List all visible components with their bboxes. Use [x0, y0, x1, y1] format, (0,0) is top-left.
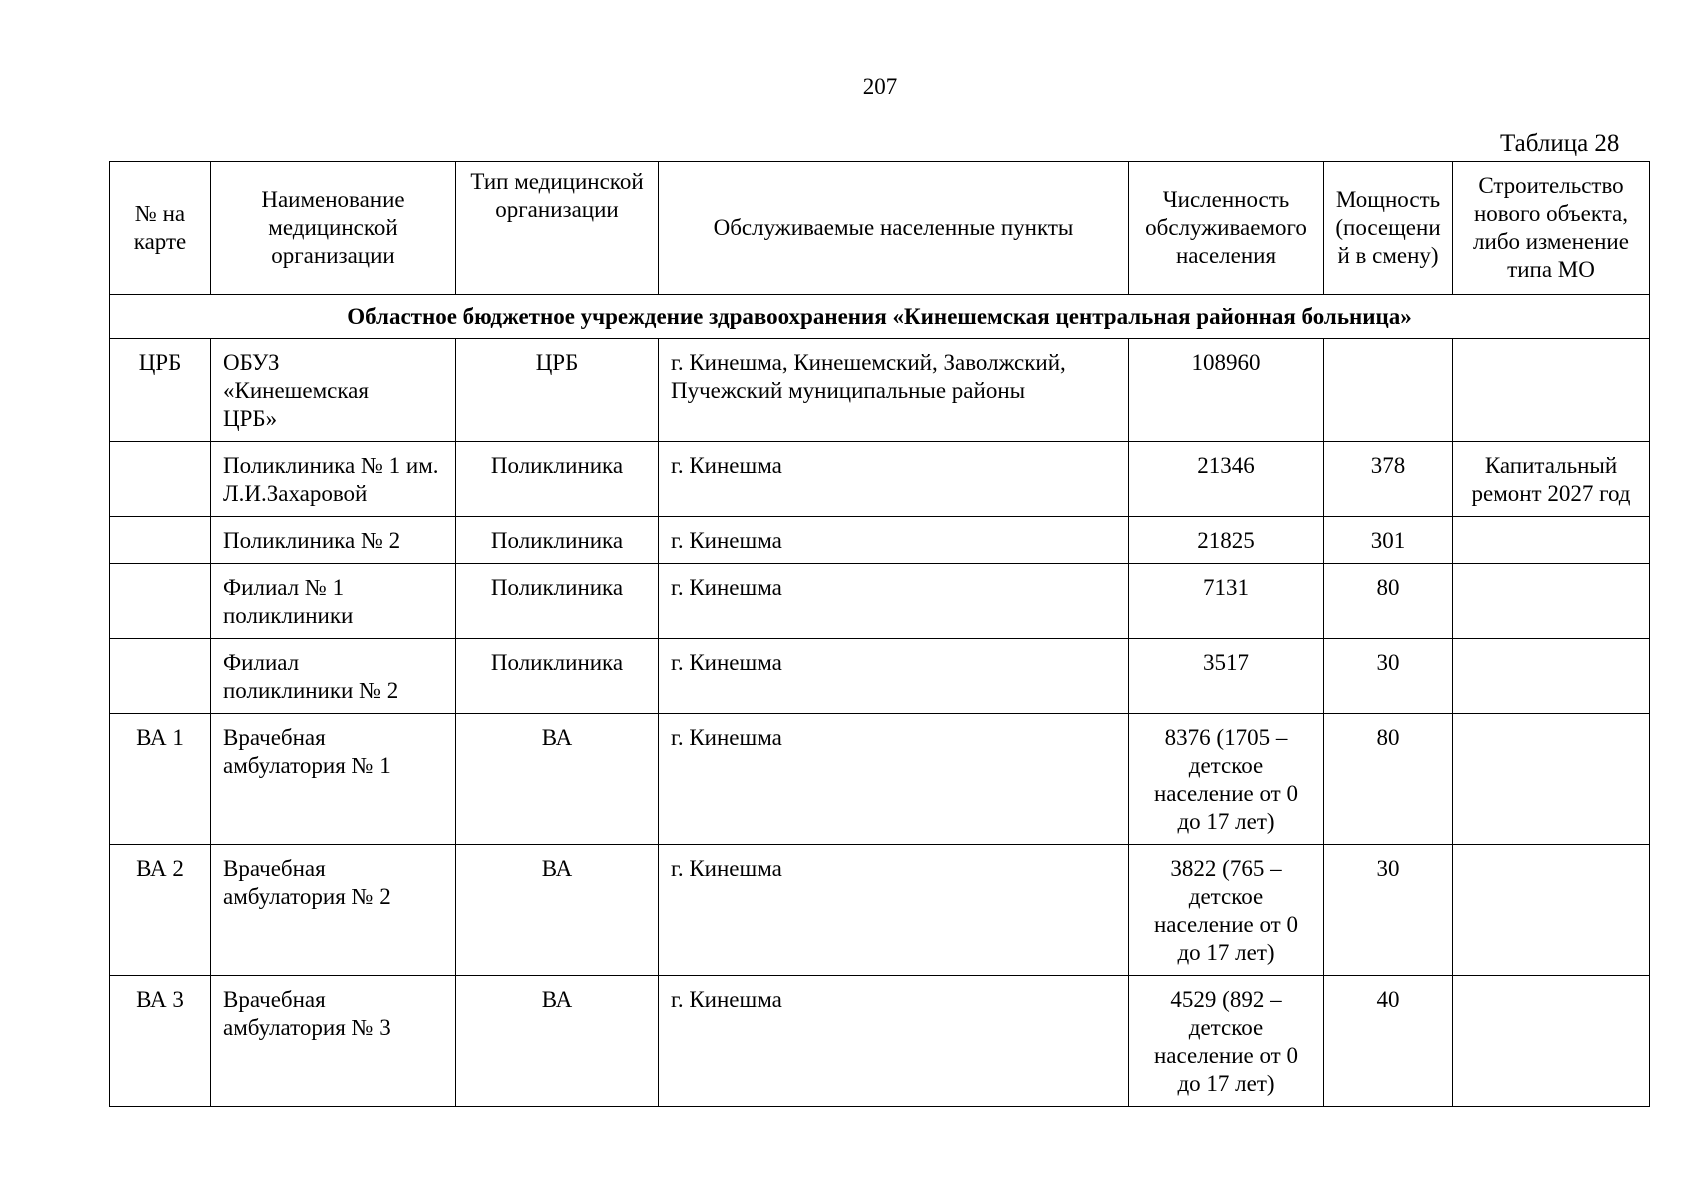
cell-type: ВА — [456, 976, 659, 1107]
cell-construction — [1453, 845, 1650, 976]
cell-map-no: ВА 1 — [110, 714, 211, 845]
table-caption: Таблица 28 — [1500, 130, 1620, 157]
cell-name: Врачебная амбулатория № 3 — [211, 976, 456, 1107]
cell-type: Поликлиника — [456, 442, 659, 517]
cell-settlements: г. Кинешма — [659, 639, 1129, 714]
cell-settlements: г. Кинешма, Кинешемский, Заволжский, Пучежский муниципальные районы — [659, 339, 1129, 442]
table-row — [110, 564, 1650, 639]
cell-map-no: ЦРБ — [110, 339, 211, 442]
table-row — [110, 845, 1650, 976]
cell-settlements: г. Кинешма — [659, 714, 1129, 845]
cell-population: 7131 — [1129, 564, 1324, 639]
section-row — [110, 295, 1650, 339]
cell-type: Поликлиника — [456, 517, 659, 564]
header-settlements: Обслуживаемые населенные пункты — [659, 162, 1129, 295]
cell-map-no — [110, 517, 211, 564]
cell-capacity: 80 — [1324, 714, 1453, 845]
cell-name: Поликлиника № 1 им. Л.И.Захаровой — [211, 442, 456, 517]
facilities-table — [109, 161, 1650, 1107]
table-row — [110, 714, 1650, 845]
cell-settlements: г. Кинешма — [659, 845, 1129, 976]
table-row — [110, 339, 1650, 442]
cell-population: 21346 — [1129, 442, 1324, 517]
cell-construction — [1453, 517, 1650, 564]
cell-construction: Капитальный ремонт 2027 год — [1453, 442, 1650, 517]
cell-type: Поликлиника — [456, 564, 659, 639]
cell-construction — [1453, 639, 1650, 714]
cell-map-no — [110, 442, 211, 517]
cell-type: ВА — [456, 845, 659, 976]
cell-map-no: ВА 3 — [110, 976, 211, 1107]
table-row — [110, 639, 1650, 714]
page-number: 207 — [862, 74, 898, 99]
cell-settlements: г. Кинешма — [659, 517, 1129, 564]
table-row — [110, 517, 1650, 564]
cell-type: ВА — [456, 714, 659, 845]
cell-construction — [1453, 714, 1650, 845]
cell-capacity: 40 — [1324, 976, 1453, 1107]
cell-population: 8376 (1705 – детское население от 0 до 17 лет) — [1129, 714, 1324, 845]
cell-construction — [1453, 564, 1650, 639]
cell-capacity: 80 — [1324, 564, 1453, 639]
table-row — [110, 976, 1650, 1107]
cell-name: Филиал поликлиники № 2 — [211, 639, 456, 714]
cell-name: ОБУЗ «Кинешемская ЦРБ» — [211, 339, 456, 442]
cell-population: 4529 (892 – детское население от 0 до 17 лет) — [1129, 976, 1324, 1107]
cell-name: Врачебная амбулатория № 1 — [211, 714, 456, 845]
header-capacity: Мощность (посещени й в смену) — [1324, 162, 1453, 295]
table-header-row — [110, 162, 1650, 295]
cell-name: Поликлиника № 2 — [211, 517, 456, 564]
header-construction: Строительство нового объекта, либо изменение типа МО — [1453, 162, 1650, 295]
cell-capacity: 30 — [1324, 845, 1453, 976]
cell-settlements: г. Кинешма — [659, 442, 1129, 517]
header-type: Тип медицинской организации — [456, 162, 659, 295]
cell-construction — [1453, 976, 1650, 1107]
header-population: Численность обслуживаемого населения — [1129, 162, 1324, 295]
header-name: Наименование медицинской организации — [211, 162, 456, 295]
cell-capacity — [1324, 339, 1453, 442]
cell-name: Филиал № 1 поликлиники — [211, 564, 456, 639]
cell-population: 108960 — [1129, 339, 1324, 442]
cell-capacity: 378 — [1324, 442, 1453, 517]
cell-settlements: г. Кинешма — [659, 564, 1129, 639]
header-map-no: № на карте — [110, 162, 211, 295]
cell-settlements: г. Кинешма — [659, 976, 1129, 1107]
cell-population: 3517 — [1129, 639, 1324, 714]
cell-type: Поликлиника — [456, 639, 659, 714]
cell-capacity: 301 — [1324, 517, 1453, 564]
cell-map-no — [110, 564, 211, 639]
cell-map-no: ВА 2 — [110, 845, 211, 976]
cell-construction — [1453, 339, 1650, 442]
cell-population: 3822 (765 – детское население от 0 до 17 лет) — [1129, 845, 1324, 976]
cell-map-no — [110, 639, 211, 714]
cell-population: 21825 — [1129, 517, 1324, 564]
section-title: Областное бюджетное учреждение здравоохранения «Кинешемская центральная районная больница» — [110, 295, 1650, 339]
cell-type: ЦРБ — [456, 339, 659, 442]
cell-name: Врачебная амбулатория № 2 — [211, 845, 456, 976]
cell-capacity: 30 — [1324, 639, 1453, 714]
table-row — [110, 442, 1650, 517]
